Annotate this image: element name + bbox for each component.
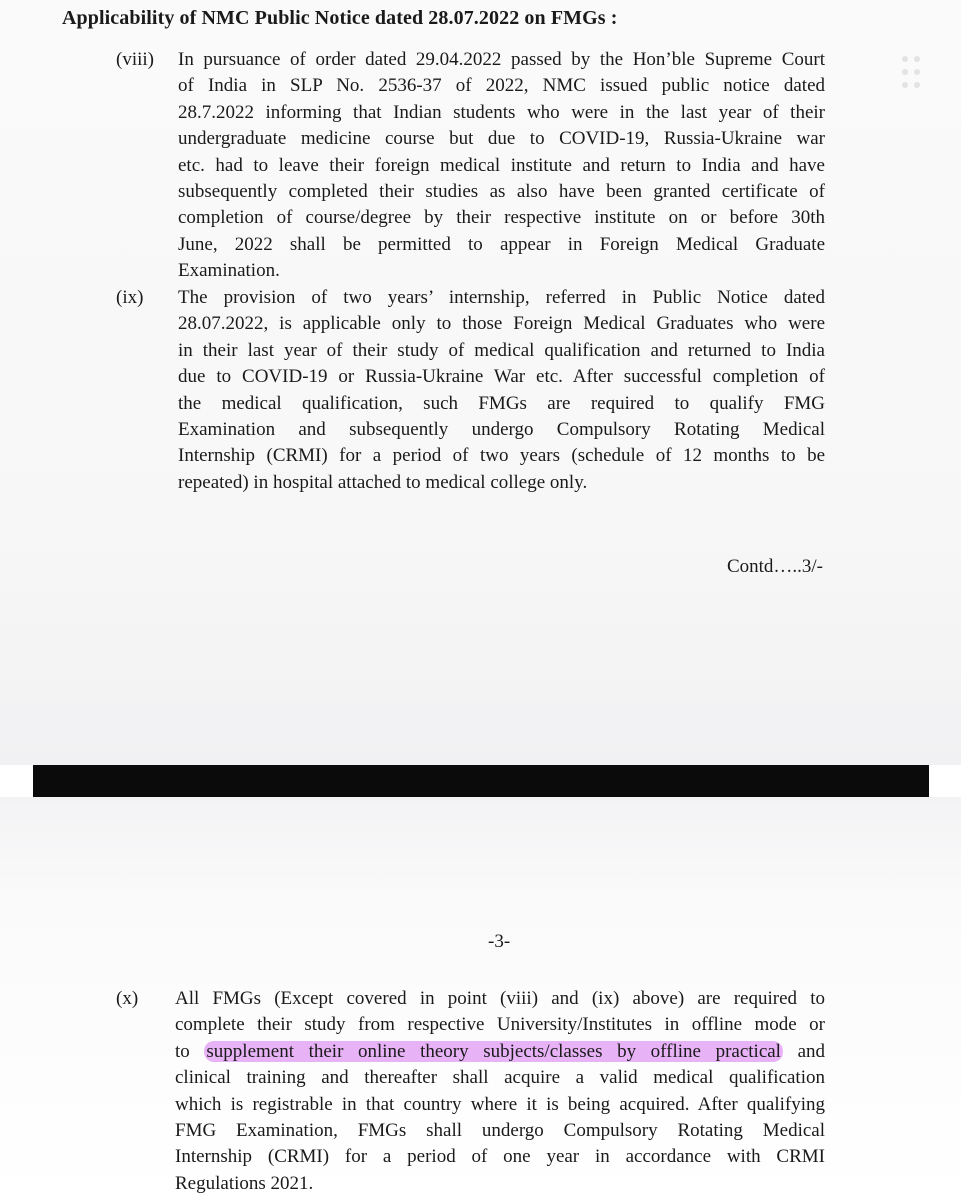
paragraph-line: complete their study from respective University/Institutes in offline mode or [175, 1014, 825, 1036]
page-number: -3- [488, 931, 511, 952]
paragraph-line: 28.07.2022, is applicable only to those Foreign Medical Graduates who were [178, 313, 825, 335]
paragraph-line: etc. had to leave their foreign medical institute and return to India and have [178, 154, 825, 176]
paragraph-line: the medical qualification, such FMGs are required to qualify FMG [178, 392, 825, 414]
highlighted-text: supplement their online theory subjects/classes by offline practical [206, 1040, 781, 1062]
paragraph-line: Examination. [178, 260, 280, 282]
paragraph-line: undergraduate medicine course but due to COVID-19, Russia-Ukraine war [178, 128, 825, 150]
paragraph-line: Regulations 2021. [175, 1172, 314, 1194]
item-number: (viii) [116, 49, 154, 70]
item-paragraph [178, 47, 825, 285]
paragraph-line: in their last year of their study of medical qualification and returned to India [178, 339, 825, 361]
item-number: (x) [116, 988, 139, 1009]
paragraph-line: All FMGs (Except covered in point (viii) and (ix) above) are required to [175, 988, 825, 1009]
line-prefix: to [175, 1040, 190, 1062]
paragraph-line: 28.7.2022 informing that Indian students who were in the last year of their [178, 101, 825, 123]
paragraph-line: which is registrable in that country where it is being acquired. After qualifying [175, 1093, 825, 1115]
page-divider-bar [33, 765, 929, 797]
paragraph-line-highlighted [175, 1039, 825, 1065]
paragraph-line: Examination and subsequently undergo Compulsory Rotating Medical [178, 419, 825, 441]
paragraph-line: June, 2022 shall be permitted to appear in Foreign Medical Graduate [178, 233, 825, 255]
item-paragraph [175, 986, 825, 1197]
paragraph-line: The provision of two years’ internship, referred in Public Notice dated [178, 287, 825, 308]
paragraph-line: clinical training and thereafter shall acquire a valid medical qualification [175, 1067, 825, 1089]
paragraph-line: repeated) in hospital attached to medical college only. [178, 471, 588, 493]
item-paragraph [178, 285, 825, 496]
paragraph-line: of India in SLP No. 2536-37 of 2022, NMC issued public notice dated [178, 75, 825, 97]
paragraph-line: FMG Examination, FMGs shall undergo Compulsory Rotating Medical [175, 1120, 825, 1142]
section-heading: Applicability of NMC Public Notice dated 28.07.2022 on FMGs : [62, 7, 618, 29]
paragraph-line: In pursuance of order dated 29.04.2022 passed by the Hon’ble Supreme Court [178, 49, 825, 70]
paragraph-line: completion of course/degree by their respective institute on or before 30th [178, 207, 825, 229]
paragraph-line: Internship (CRMI) for a period of two years (schedule of 12 months to be [178, 445, 825, 467]
item-number: (ix) [116, 287, 144, 308]
paragraph-line: subsequently completed their studies as also have been granted certificate of [178, 181, 825, 203]
continued-note: Contd…..3/- [726, 556, 823, 577]
grip-dots-icon [900, 54, 922, 90]
paragraph-line: due to COVID-19 or Russia-Ukraine War etc. After successful completion of [178, 366, 825, 388]
paragraph-line: Internship (CRMI) for a period of one year in accordance with CRMI [175, 1146, 825, 1168]
line-suffix: and [797, 1040, 826, 1062]
